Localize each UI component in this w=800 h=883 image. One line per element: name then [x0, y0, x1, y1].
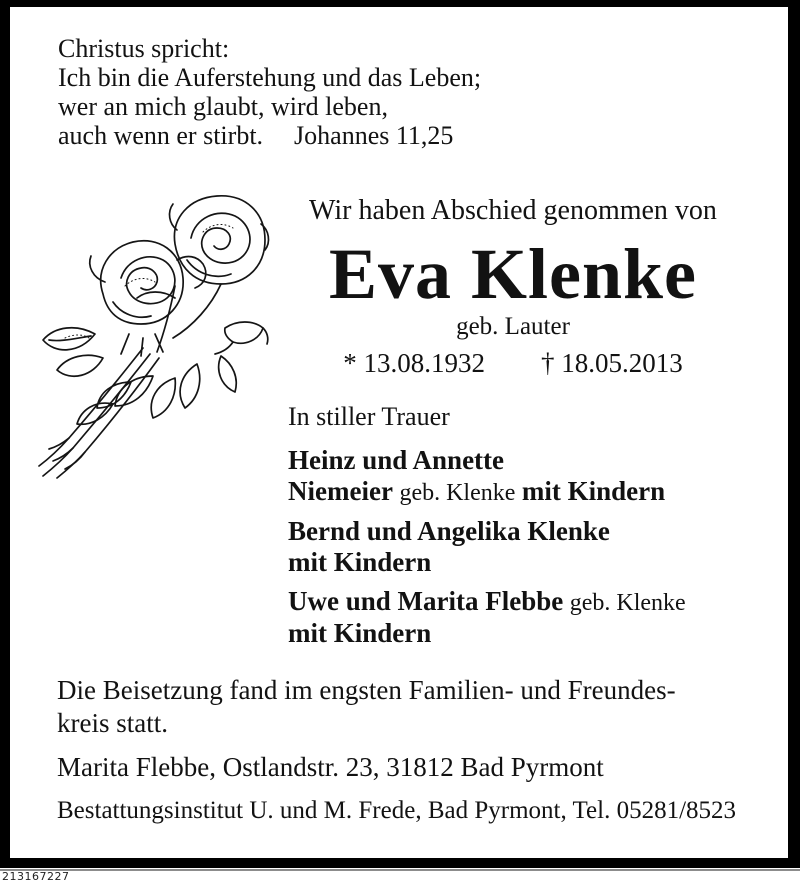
print-id: 213167227: [2, 870, 70, 883]
maiden-name: geb. Lauter: [456, 313, 570, 340]
mourner-line: [288, 476, 686, 508]
mourner-line: [288, 586, 686, 618]
verse-citation: Johannes 11,25: [294, 121, 454, 150]
with-children-note: mit Kindern: [288, 547, 432, 577]
mourner-names: Heinz und Annette: [288, 445, 505, 475]
maiden-name-note: geb. Klenke: [569, 590, 686, 616]
verse-line: Christus spricht:: [58, 34, 230, 63]
death-date: † 18.05.2013: [541, 348, 683, 378]
mourners-block: [288, 402, 686, 649]
mourner-line: [288, 547, 686, 578]
mourner-group: [288, 445, 686, 508]
mourner-line: [288, 516, 686, 547]
with-children-note: mit Kindern: [288, 618, 432, 648]
mourner-group: [288, 586, 686, 649]
mourner-names: Niemeier: [288, 476, 393, 506]
announcement-block: [287, 196, 739, 378]
roses-illustration: [25, 186, 275, 486]
maiden-name-note: geb. Klenke: [399, 480, 516, 506]
verse-block: [58, 34, 481, 150]
closing-line: kreis statt.: [57, 708, 168, 738]
mourner-group: [288, 516, 686, 578]
mourning-header: In stiller Trauer: [288, 402, 450, 431]
verse-line-text: auch wenn er stirbt.: [58, 121, 264, 150]
contact-line: Marita Flebbe, Ostlandstr. 23, 31812 Bad Pyrmont: [57, 752, 604, 782]
verse-line: Ich bin die Auferstehung und das Leben;: [58, 63, 482, 92]
mourner-names: Uwe und Marita Flebbe: [288, 586, 564, 616]
life-dates: [287, 348, 739, 378]
verse-line: wer an mich glaubt, wird leben,: [58, 92, 388, 121]
with-children-note: mit Kindern: [521, 476, 666, 506]
birth-date: * 13.08.1932: [343, 348, 485, 378]
closing-line: Die Beisetzung fand im engsten Familien- und Freundes-: [57, 675, 676, 705]
verse-line: [58, 121, 481, 150]
bottom-separator-rule: [0, 869, 800, 871]
mourner-names: Bernd und Angelika Klenke: [288, 516, 610, 546]
intro-text: Wir haben Abschied genommen von: [309, 195, 717, 226]
mourner-line: [288, 445, 686, 476]
mourner-line: [288, 618, 686, 649]
closing-text: [57, 674, 676, 740]
deceased-name: Eva Klenke: [328, 234, 698, 314]
funeral-home-line: Bestattungsinstitut U. und M. Frede, Bad Pyrmont, Tel. 05281/8523: [57, 797, 737, 824]
